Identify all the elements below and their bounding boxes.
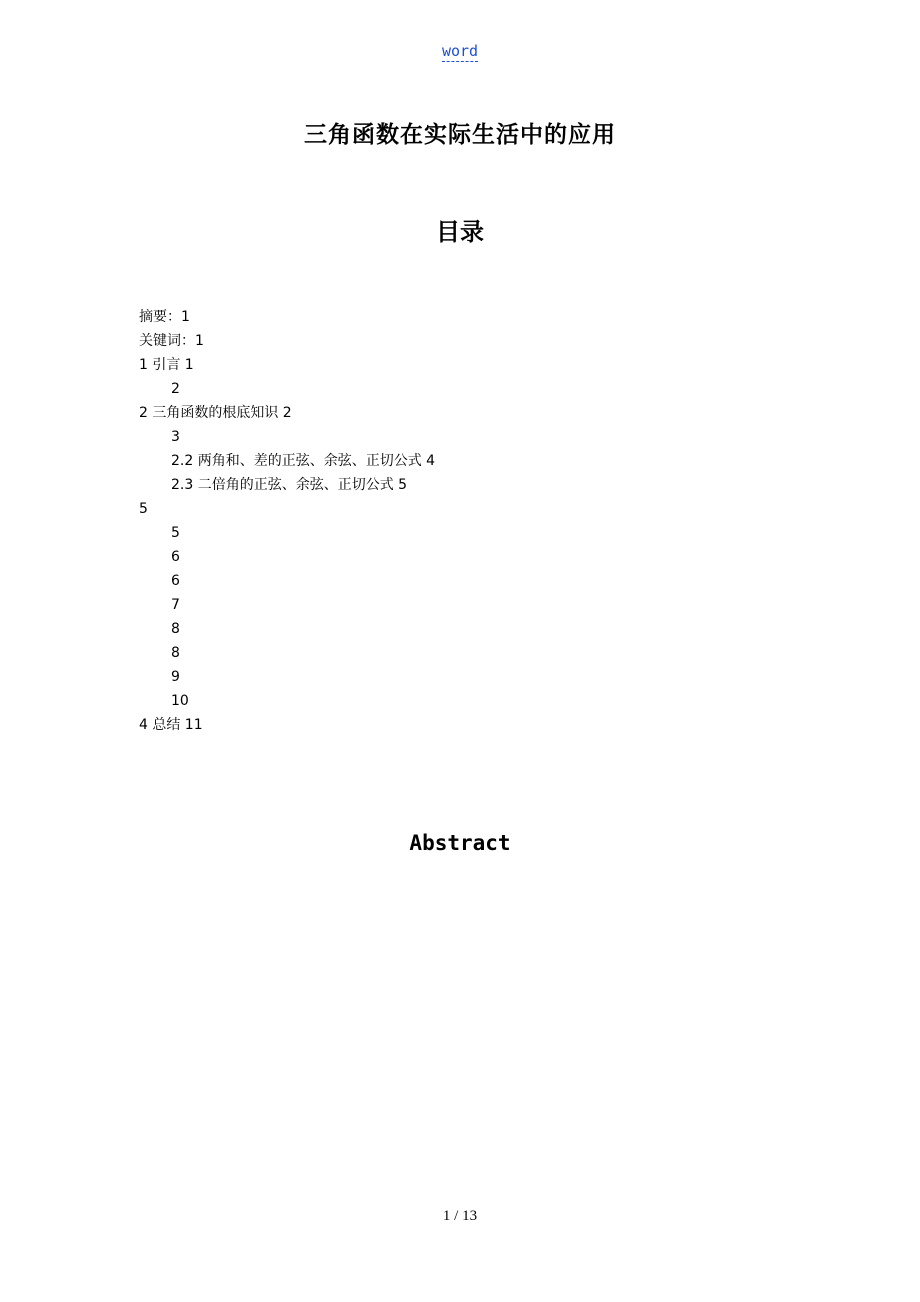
toc-entry[interactable]: 6: [171, 549, 180, 565]
toc-entry[interactable]: 6: [171, 573, 180, 589]
abstract-heading: Abstract: [409, 831, 511, 855]
page-number: 1 / 13: [442, 1208, 478, 1224]
toc-entry[interactable]: 10: [171, 693, 189, 709]
toc-entry[interactable]: 摘要：1: [139, 309, 190, 325]
toc-entry[interactable]: 5: [139, 501, 148, 517]
toc-entry[interactable]: 关键词：1: [139, 333, 204, 349]
toc-entry[interactable]: 8: [171, 645, 180, 661]
word-link[interactable]: word: [441, 42, 479, 60]
toc-entry[interactable]: 2.2 两角和、差的正弦、余弦、正切公式 4: [171, 453, 436, 469]
table-of-contents: [139, 305, 779, 737]
header-link: [0, 41, 920, 61]
toc-entry[interactable]: 2: [171, 381, 180, 397]
toc-entry[interactable]: 3: [171, 429, 180, 445]
toc-entry[interactable]: 2 三角函数的根底知识 2: [139, 405, 292, 421]
toc-entry[interactable]: 2.3 二倍角的正弦、余弦、正切公式 5: [171, 477, 408, 493]
toc-heading: 目录: [436, 218, 484, 246]
toc-entry[interactable]: 9: [171, 669, 180, 685]
toc-entry[interactable]: 1 引言 1: [139, 357, 194, 373]
toc-entry[interactable]: 7: [171, 597, 180, 613]
toc-entry[interactable]: 8: [171, 621, 180, 637]
toc-entry[interactable]: 5: [171, 525, 180, 541]
document-title: 三角函数在实际生活中的应用: [304, 122, 616, 148]
toc-entry[interactable]: 4 总结 11: [139, 717, 203, 733]
